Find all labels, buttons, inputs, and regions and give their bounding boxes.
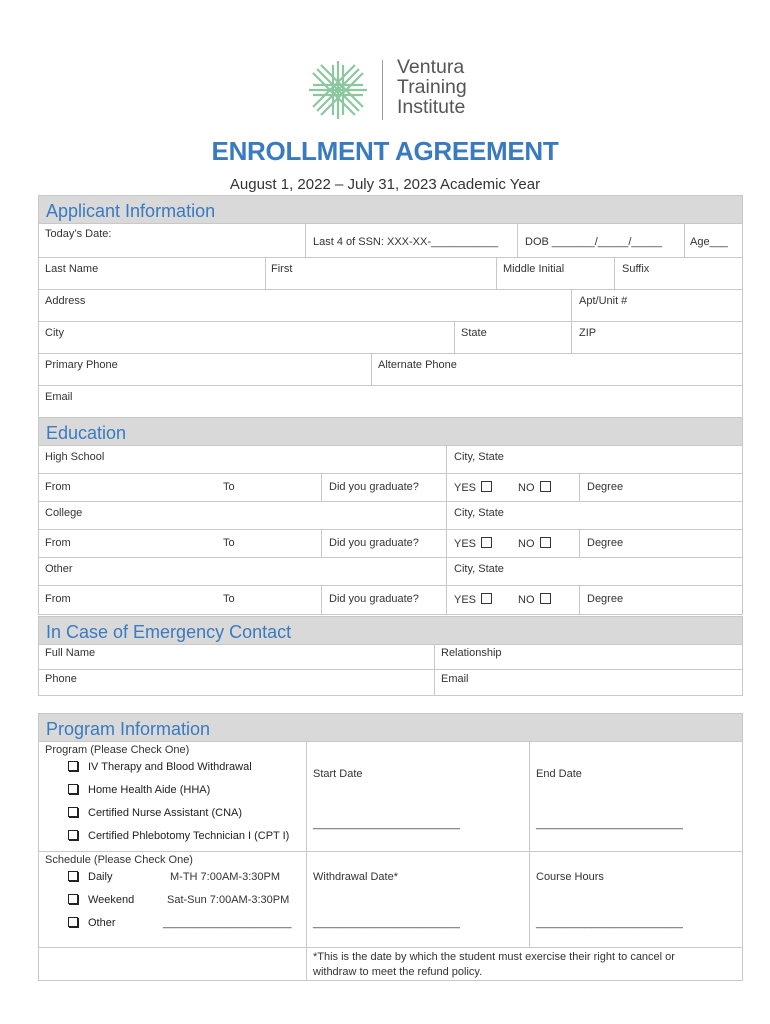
- applicant-row-email: [39, 386, 742, 418]
- end-date-label: End Date: [536, 768, 582, 780]
- education-dates-row: [39, 586, 742, 614]
- no-label: NO: [518, 482, 535, 494]
- suffix-field[interactable]: Suffix: [622, 263, 650, 275]
- no-checkbox[interactable]: [540, 593, 551, 604]
- to-field[interactable]: To: [223, 481, 235, 493]
- education-heading: Education: [39, 418, 742, 446]
- program-heading: Program Information: [39, 714, 742, 742]
- education-school-row: [39, 446, 742, 474]
- degree-field[interactable]: Degree: [587, 481, 624, 493]
- schedule-time: Sat-Sun 7:00AM-3:30PM: [167, 894, 290, 906]
- education-dates-row: [39, 474, 742, 502]
- emergency-section: [38, 616, 743, 696]
- from-field[interactable]: From: [45, 537, 71, 549]
- divider: [579, 530, 580, 557]
- start-date-field[interactable]: ________________________: [313, 818, 460, 830]
- logo: [305, 55, 505, 125]
- divider: [321, 474, 322, 501]
- emergency-row-name: [39, 645, 742, 670]
- divider: [571, 322, 572, 353]
- program-option[interactable]: [68, 807, 242, 819]
- divider: [306, 948, 307, 980]
- divider: [434, 670, 435, 695]
- checkbox-icon[interactable]: [68, 761, 78, 771]
- to-field[interactable]: To: [223, 537, 235, 549]
- divider: [446, 586, 447, 614]
- address-field[interactable]: Address: [45, 295, 86, 307]
- school-name-field[interactable]: Other: [45, 563, 73, 575]
- degree-field[interactable]: Degree: [587, 593, 624, 605]
- schedule-option[interactable]: [68, 917, 116, 929]
- graduate-label: Did you graduate?: [329, 537, 419, 549]
- divider: [446, 446, 447, 473]
- age-field[interactable]: Age___: [690, 236, 728, 248]
- divider: [434, 645, 435, 669]
- logo-line-2: Training: [397, 76, 467, 98]
- school-city-state-field[interactable]: City, State: [454, 507, 504, 519]
- from-field[interactable]: From: [45, 593, 71, 605]
- no-checkbox[interactable]: [540, 481, 551, 492]
- yes-checkbox[interactable]: [481, 537, 492, 548]
- emergency-phone-field[interactable]: Phone: [45, 673, 77, 685]
- divider: [571, 290, 572, 321]
- yes-label: YES: [454, 538, 477, 550]
- checkbox-icon[interactable]: [68, 871, 78, 881]
- schedule-option[interactable]: [68, 871, 112, 883]
- education-school-row: [39, 558, 742, 586]
- program-option[interactable]: [68, 830, 289, 842]
- checkbox-icon[interactable]: [68, 917, 78, 927]
- emergency-full-name-field[interactable]: Full Name: [45, 647, 96, 659]
- middle-initial-field[interactable]: Middle Initial: [503, 263, 565, 275]
- logo-divider: [382, 60, 383, 120]
- schedule-other-field[interactable]: _____________________: [163, 917, 292, 929]
- city-field[interactable]: City: [45, 327, 64, 339]
- dob-field[interactable]: DOB _______/_____/_____: [525, 236, 663, 248]
- yes-checkbox[interactable]: [481, 593, 492, 604]
- withdrawal-date-field[interactable]: ________________________: [313, 917, 460, 929]
- divider: [454, 322, 455, 353]
- last-name-field[interactable]: Last Name: [45, 263, 99, 275]
- education-section: [38, 417, 743, 615]
- checkbox-icon[interactable]: [68, 807, 78, 817]
- program-option-label: Home Health Aide (HHA): [88, 784, 211, 796]
- course-hours-field[interactable]: ________________________: [536, 917, 683, 929]
- program-option-label: IV Therapy and Blood Withdrawal: [88, 761, 252, 773]
- start-date-label: Start Date: [313, 768, 363, 780]
- divider: [446, 502, 447, 529]
- applicant-row-city: [39, 322, 742, 354]
- no-option[interactable]: [518, 537, 551, 550]
- no-option[interactable]: [518, 593, 551, 606]
- applicant-row-name: [39, 258, 742, 290]
- no-option[interactable]: [518, 481, 551, 494]
- school-city-state-field[interactable]: City, State: [454, 563, 504, 575]
- checkbox-icon[interactable]: [68, 830, 78, 840]
- divider: [614, 258, 615, 289]
- divider: [265, 258, 266, 289]
- degree-field[interactable]: Degree: [587, 537, 624, 549]
- divider: [684, 224, 685, 257]
- divider: [579, 474, 580, 501]
- applicant-heading: Applicant Information: [39, 196, 742, 224]
- email-field[interactable]: Email: [45, 391, 73, 403]
- divider: [496, 258, 497, 289]
- education-dates-row: [39, 530, 742, 558]
- yes-option[interactable]: [454, 537, 492, 550]
- course-hours-label: Course Hours: [536, 871, 604, 883]
- program-option-label: Certified Nurse Assistant (CNA): [88, 807, 243, 819]
- refund-footnote: *This is the date by which the student must exercise their right to cancel or withdraw to meet the refund policy.: [313, 951, 675, 978]
- primary-phone-field[interactable]: Primary Phone: [45, 359, 118, 371]
- school-name-field[interactable]: College: [45, 507, 83, 519]
- divider: [306, 852, 307, 947]
- emergency-row-phone: [39, 670, 742, 695]
- applicant-row-address: [39, 290, 742, 322]
- schedule-option-label: Other: [88, 917, 116, 929]
- checkbox-icon[interactable]: [68, 784, 78, 794]
- no-checkbox[interactable]: [540, 537, 551, 548]
- logo-line-3: Institute: [397, 96, 466, 118]
- divider: [321, 586, 322, 614]
- divider: [517, 224, 518, 257]
- yes-label: YES: [454, 594, 477, 606]
- applicant-section: [38, 195, 743, 419]
- withdrawal-date-label: Withdrawal Date*: [313, 871, 398, 883]
- page-subtitle: August 1, 2022 – July 31, 2023 Academic Year: [229, 176, 541, 193]
- zip-field[interactable]: ZIP: [579, 327, 597, 339]
- school-name-field[interactable]: High School: [45, 451, 105, 463]
- ssn-field[interactable]: Last 4 of SSN: XXX-XX-___________: [313, 236, 499, 248]
- divider: [371, 354, 372, 385]
- emergency-email-field[interactable]: Email: [441, 673, 469, 685]
- program-option[interactable]: [68, 784, 210, 796]
- program-row-footnote: [39, 948, 742, 980]
- school-city-state-field[interactable]: City, State: [454, 451, 504, 463]
- first-name-field[interactable]: First: [271, 263, 293, 275]
- program-section: [38, 713, 743, 981]
- apt-field[interactable]: Apt/Unit #: [579, 295, 628, 307]
- emergency-heading: In Case of Emergency Contact: [39, 617, 742, 645]
- divider: [529, 852, 530, 947]
- no-label: NO: [518, 594, 535, 606]
- yes-label: YES: [454, 482, 477, 494]
- program-label: Program (Please Check One): [45, 744, 190, 756]
- yes-option[interactable]: [454, 593, 492, 606]
- graduate-label: Did you graduate?: [329, 593, 419, 605]
- divider: [321, 530, 322, 557]
- no-label: NO: [518, 538, 535, 550]
- schedule-time: M-TH 7:00AM-3:30PM: [170, 871, 281, 883]
- emergency-relationship-field[interactable]: Relationship: [441, 647, 502, 659]
- checkbox-icon[interactable]: [68, 894, 78, 904]
- from-field[interactable]: From: [45, 481, 71, 493]
- alternate-phone-field[interactable]: Alternate Phone: [378, 359, 457, 371]
- schedule-option[interactable]: [68, 894, 134, 906]
- to-field[interactable]: To: [223, 593, 235, 605]
- applicant-row-date: [39, 224, 742, 258]
- applicant-row-phone: [39, 354, 742, 386]
- divider: [529, 742, 530, 851]
- divider: [446, 530, 447, 557]
- schedule-label: Schedule (Please Check One): [45, 854, 193, 866]
- program-row-schedule: [39, 852, 742, 948]
- graduate-label: Did you graduate?: [329, 481, 419, 493]
- yes-checkbox[interactable]: [481, 481, 492, 492]
- logo-mark-icon: [305, 57, 371, 123]
- page-title: ENROLLMENT AGREEMENT: [211, 136, 559, 166]
- program-option-label: Certified Phlebotomy Technician I (CPT I): [88, 830, 290, 842]
- divider: [306, 742, 307, 851]
- program-row-program: [39, 742, 742, 852]
- state-field[interactable]: State: [461, 327, 487, 339]
- todays-date-field[interactable]: Today’s Date:: [45, 228, 112, 240]
- schedule-option-label: Weekend: [88, 894, 135, 906]
- end-date-field[interactable]: ________________________: [536, 818, 683, 830]
- yes-option[interactable]: [454, 481, 492, 494]
- logo-text: [397, 57, 467, 117]
- program-option[interactable]: [68, 761, 252, 773]
- divider: [446, 558, 447, 585]
- divider: [579, 586, 580, 614]
- education-school-row: [39, 502, 742, 530]
- divider: [446, 474, 447, 501]
- schedule-option-label: Daily: [88, 871, 113, 883]
- logo-line-1: Ventura: [397, 56, 465, 78]
